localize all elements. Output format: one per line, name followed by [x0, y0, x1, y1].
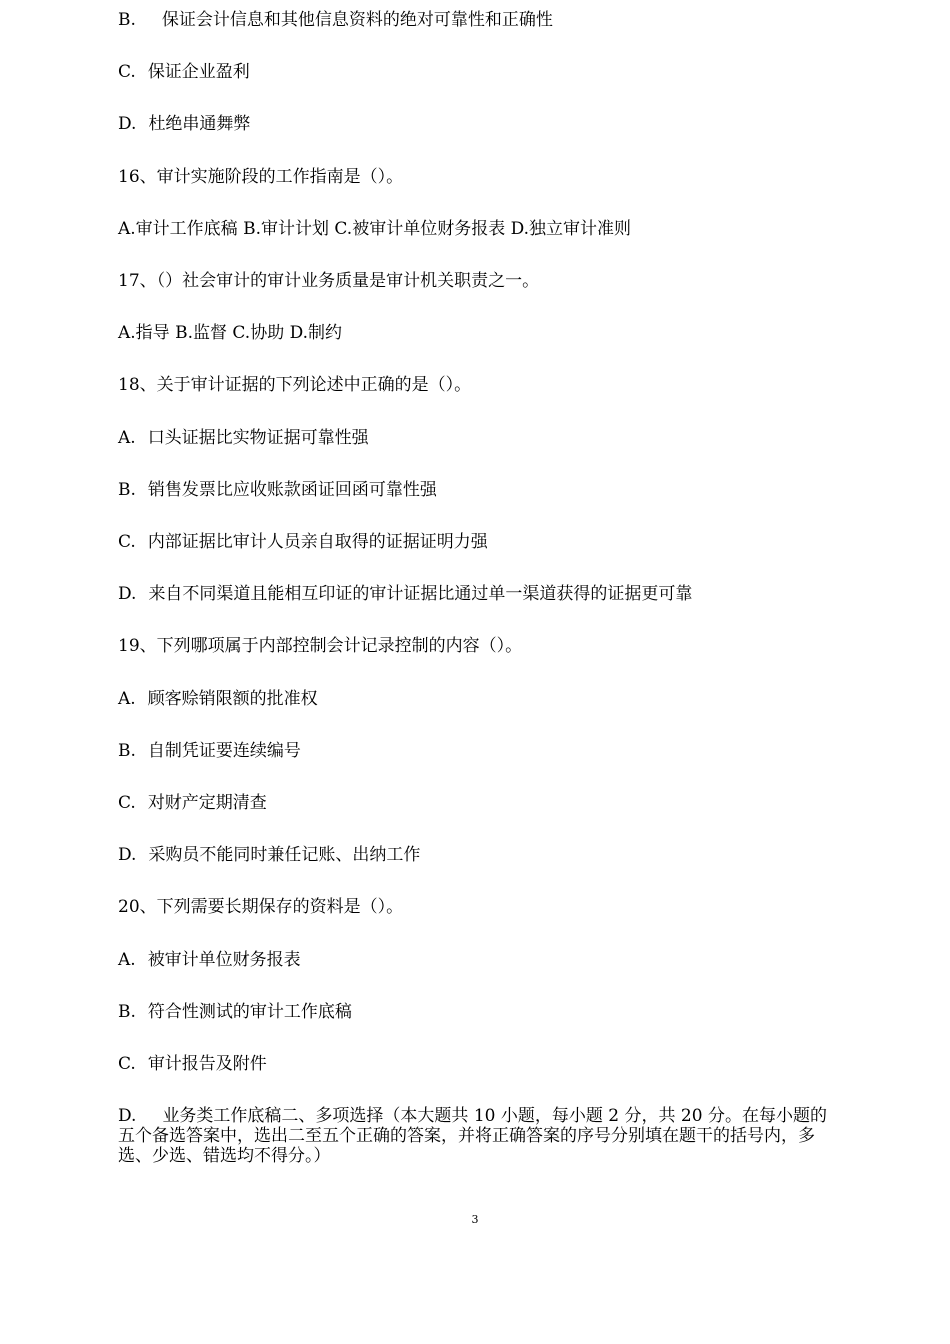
option-line [118, 1054, 838, 1074]
option-label: D. [118, 584, 137, 604]
question-line [118, 897, 838, 917]
question-text: 18、关于审计证据的下列论述中正确的是（）。 [118, 375, 472, 395]
question-text: 17、（）社会审计的审计业务质量是审计机关职责之一。 [118, 271, 540, 291]
option-label: C. [118, 62, 136, 82]
option-line [118, 584, 838, 604]
option-line [118, 1002, 838, 1022]
option-label: D. [118, 1106, 137, 1126]
question-text: A.指导 B.监督 C.协助 D.制约 [118, 323, 343, 343]
option-label: B. [118, 10, 136, 30]
question-line [118, 323, 838, 343]
option-label: B. [118, 741, 136, 761]
option-text: 保证企业盈利 [147, 62, 250, 82]
multi-choice-section-paragraph [118, 1106, 838, 1166]
page-number: 3 [471, 1213, 479, 1226]
question-text: 19、下列哪项属于内部控制会计记录控制的内容（）。 [118, 636, 523, 656]
option-line [118, 741, 838, 761]
question-text: 16、审计实施阶段的工作指南是（）。 [118, 167, 404, 187]
option-text: 自制凭证要连续编号 [147, 741, 301, 761]
option-text: 内部证据比审计人员亲自取得的证据证明力强 [147, 532, 488, 552]
question-line [118, 167, 838, 187]
option-text: 审计报告及附件 [147, 1054, 267, 1074]
question-line [118, 219, 838, 239]
option-label: B. [118, 1002, 136, 1022]
option-text: 销售发票比应收账款函证回函可靠性强 [147, 480, 437, 500]
option-text: 采购员不能同时兼任记账、出纳工作 [148, 845, 421, 865]
option-line [118, 950, 838, 970]
option-label: A. [118, 950, 136, 970]
option-label: D. [118, 114, 137, 134]
question-line [118, 375, 838, 395]
question-text: A.审计工作底稿 B.审计计划 C.被审计单位财务报表 D.独立审计准则 [118, 219, 632, 239]
question-text: 20、下列需要长期保存的资料是（）。 [118, 897, 404, 917]
option-text: 符合性测试的审计工作底稿 [147, 1002, 352, 1022]
option-line [118, 114, 838, 134]
option-line [118, 62, 838, 82]
option-text: 对财产定期清查 [147, 793, 267, 813]
option-label: B. [118, 480, 136, 500]
option-label: C. [118, 1054, 136, 1074]
option-label: A. [118, 689, 136, 709]
option-text: 杜绝串通舞弊 [148, 114, 251, 134]
paragraph-text: 业务类工作底稿二、多项选择（本大题共 10 小题，每小题 2 分，共 20 分。在每小题的五个备选答案中，选出二至五个正确的答案，并将正确答案的序号分别填在题干的括号内，多选、少选、错选均不得分。） [118, 1106, 827, 1166]
question-line [118, 636, 838, 656]
option-label: D. [118, 845, 137, 865]
option-text: 来自不同渠道且能相互印证的审计证据比通过单一渠道获得的证据更可靠 [148, 584, 693, 604]
question-line [118, 271, 838, 291]
option-label: C. [118, 793, 136, 813]
option-line [118, 480, 838, 500]
option-line [118, 10, 838, 30]
option-line [118, 428, 838, 448]
option-label: C. [118, 532, 136, 552]
option-text: 保证会计信息和其他信息资料的绝对可靠性和正确性 [161, 10, 553, 30]
option-line [118, 689, 838, 709]
option-line [118, 793, 838, 813]
option-label: A. [118, 428, 136, 448]
option-line [118, 532, 838, 552]
option-text: 顾客赊销限额的批准权 [147, 689, 318, 709]
option-text: 被审计单位财务报表 [147, 950, 301, 970]
option-line [118, 845, 838, 865]
option-text: 口头证据比实物证据可靠性强 [147, 428, 369, 448]
